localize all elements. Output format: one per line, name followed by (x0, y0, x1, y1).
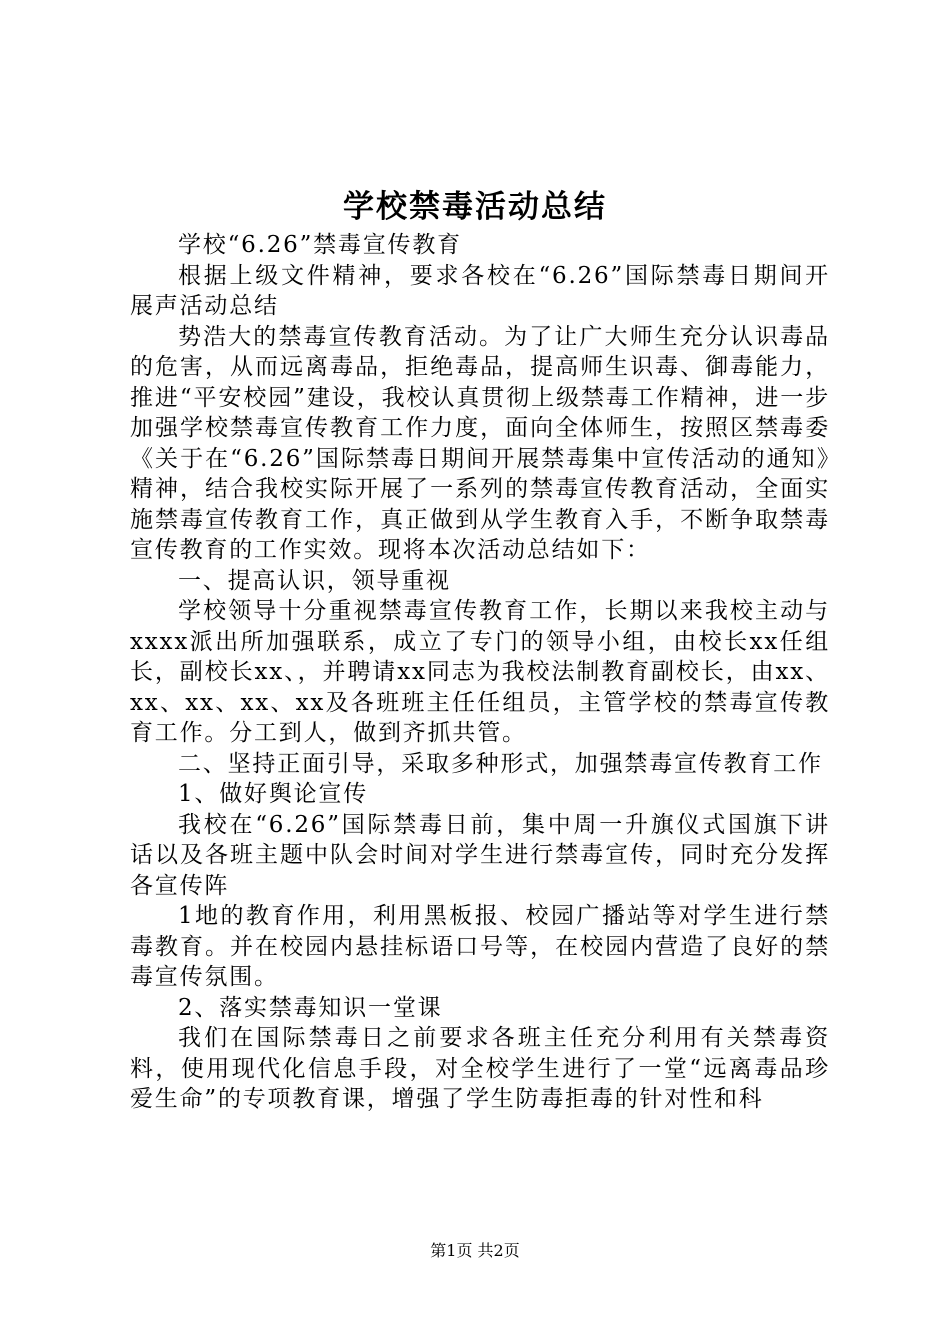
paragraph: 势浩大的禁毒宣传教育活动。为了让广大师生充分认识毒品的危害，从而远离毒品，拒绝毒品，提高师生识毒、御毒能力，推进“平安校园”建设，我校认真贯彻上级禁毒工作精神，进一步加强学校禁毒宣传教育工作力度，面向全体师生，按照区禁毒委《关于在“6.26”国际禁毒日期间开展禁毒集中宣传活动的通知》精神，结合我校实际开展了一系列的禁毒宣传教育活动，全面实施禁毒宣传教育工作，真正做到从学生教育入手，不断争取禁毒宣传教育的工作实效。现将本次活动总结如下： (130, 323, 830, 563)
section-heading: 二、坚持正面引导，采取多种形式，加强禁毒宣传教育工作 (178, 750, 823, 777)
paragraph: 根据上级文件精神，要求各校在“6.26”国际禁毒日期间开展声活动总结 (130, 262, 830, 319)
paragraph: 我们在国际禁毒日之前要求各班主任充分利用有关禁毒资料，使用现代化信息手段，对全校学生进行了一堂“远离毒品珍爱生命”的专项教育课，增强了学生防毒拒毒的针对性和科 (130, 1025, 830, 1112)
document-body (130, 230, 830, 1115)
page-footer: 第1页 共2页 (430, 1241, 520, 1260)
paragraph: 1地的教育作用，利用黑板报、校园广播站等对学生进行禁毒教育。并在校园内悬挂标语口号等，在校园内营造了良好的禁毒宣传氛围。 (130, 903, 830, 990)
subsection-heading: 1、做好舆论宣传 (178, 781, 369, 807)
section-heading: 一、提高认识，领导重视 (178, 567, 451, 594)
paragraph: 学校“6.26”禁毒宣传教育 (178, 232, 462, 258)
document-title: 学校禁毒活动总结 (343, 189, 607, 225)
paragraph: 我校在“6.26”国际禁毒日前，集中周一升旗仪式国旗下讲话以及各班主题中队会时间对学生进行禁毒宣传，同时充分发挥各宣传阵 (130, 811, 830, 899)
subsection-heading: 2、落实禁毒知识一堂课 (178, 994, 443, 1021)
paragraph: 学校领导十分重视禁毒宣传教育工作，长期以来我校主动与xxxx派出所加强联系，成立了专门的领导小组，由校长xx任组长，副校长xx、，并聘请xx同志为我校法制教育副校长，由xx、xx、xx、xx、xx及各班班主任任组员，主管学校的禁毒宣传教育工作。分工到人，做到齐抓共管。 (130, 598, 830, 746)
